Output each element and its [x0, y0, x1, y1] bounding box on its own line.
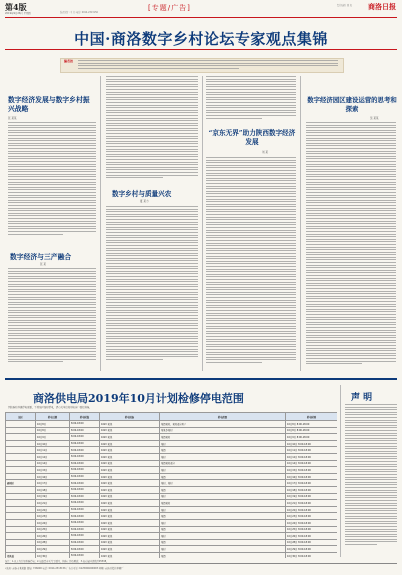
table-cell: 10月19日 — [36, 493, 70, 500]
article-body — [306, 122, 396, 371]
table-cell — [6, 506, 36, 513]
column-divider — [340, 385, 341, 557]
table-cell: 10月12日 — [36, 453, 70, 460]
plan-table — [5, 412, 337, 558]
table-cell: 10kV 某线 — [100, 440, 160, 447]
column-divider — [202, 76, 203, 371]
table-cell: 10月16日 8:00-18:00 — [286, 473, 338, 480]
column-header: 停电时段 — [70, 413, 100, 421]
section-tag: [专题/广告] — [148, 4, 191, 12]
table-cell: 8:00-18:00 — [70, 506, 100, 513]
table-cell: 10月18日 8:00-18:00 — [286, 486, 338, 493]
table-cell: 某镇 — [160, 473, 286, 480]
issue-date: 2019年9月26日 星期四 — [5, 12, 31, 15]
table-cell: 10kV 某线 — [100, 526, 160, 533]
table-cell: 10月23日 8:00-18:00 — [286, 513, 338, 520]
table-cell: 10kV 某线 — [100, 493, 160, 500]
table-cell: 10月26日 — [36, 533, 70, 540]
table-cell: 10kV 某线 — [100, 539, 160, 546]
editor-line: 版式设计: 王 伟 电话: 0914-2313156 — [60, 11, 98, 14]
table-cell: 10月8日 — [36, 427, 70, 434]
table-cell: 10月8日 8:00-18:00 — [286, 427, 338, 434]
table-cell: 某镇 — [160, 552, 286, 558]
table-cell: 某村 — [160, 493, 286, 500]
table-row — [6, 453, 338, 460]
table-cell: 8:00-18:00 — [70, 500, 100, 507]
table-cell: 10月17日 — [36, 480, 70, 487]
table-cell — [6, 546, 36, 553]
table-cell: 某镇 — [160, 526, 286, 533]
article-body — [8, 268, 96, 370]
plan-subtitle: 因检修和基建停电需要，下列地区按时停电，请有关单位和用电客户做好准备。 — [8, 406, 92, 409]
table-cell: 10月21日 — [36, 500, 70, 507]
table-row — [6, 460, 338, 467]
article-byline: 刘 某 — [262, 151, 269, 154]
editor-note-text — [78, 60, 338, 70]
table-cell: 某村 — [160, 453, 286, 460]
title-rule — [5, 49, 397, 50]
notice-title: 声 明 — [351, 393, 373, 403]
table-cell: 8:00-18:00 — [70, 526, 100, 533]
table-cell: 10月15日 8:00-18:00 — [286, 467, 338, 474]
table-cell: 8:00-18:00 — [70, 552, 100, 558]
article-body — [206, 76, 296, 124]
table-cell: 10kV 某线 — [100, 447, 160, 454]
table-cell: 10kV 某线 — [100, 480, 160, 487]
article-byline: 吴 某某 — [370, 117, 379, 120]
editor-note-label: 编者按 — [64, 59, 74, 63]
table-header-row — [6, 413, 338, 421]
table-cell: 10月19日 8:00-18:00 — [286, 493, 338, 500]
table-cell: 某镇 — [160, 447, 286, 454]
table-cell: 10kV 某线 — [100, 486, 160, 493]
table-cell — [6, 526, 36, 533]
table-cell: 10月29日 8:00-18:00 — [286, 546, 338, 553]
article-body — [206, 157, 296, 371]
table-cell: 10月10日 8:00-18:00 — [286, 440, 338, 447]
table-row — [6, 546, 338, 553]
table-row — [6, 493, 338, 500]
table-cell: 10kV 某线 — [100, 467, 160, 474]
table-cell: 8:00-18:00 — [70, 460, 100, 467]
article-title: “京东无界”助力陕西数字经济发展 — [208, 129, 296, 146]
table-cell: 8:00-18:00 — [70, 427, 100, 434]
table-cell: 8:00-18:00 — [70, 486, 100, 493]
table-cell: 10kV 某线 — [100, 513, 160, 520]
table-cell: 10月8日 — [36, 421, 70, 428]
header-rule — [5, 17, 397, 18]
table-cell: 10月9日 8:00-18:00 — [286, 434, 338, 441]
table-cell: 10月28日 8:00-18:00 — [286, 539, 338, 546]
table-cell: 10kV 某线 — [100, 427, 160, 434]
table-cell: 8:00-18:00 — [70, 480, 100, 487]
table-cell: 10月22日 — [36, 506, 70, 513]
table-row — [6, 427, 338, 434]
table-cell: 某村 — [160, 506, 286, 513]
plan-note: 备注：1.以上为计划检修停电；2.如遇恶劣天气等原因，检修工作将顺延；3.如有疑问请拨打95598。 — [5, 560, 109, 563]
table-cell: 8:00-18:00 — [70, 473, 100, 480]
table-cell: 10月8日 8:00-18:00 — [286, 421, 338, 428]
table-cell: 8:00-18:00 — [70, 493, 100, 500]
table-cell: 某某乡某村 — [160, 427, 286, 434]
table-cell: 某村 — [160, 467, 286, 474]
table-row — [6, 434, 338, 441]
table-cell: 10月25日 8:00-18:00 — [286, 526, 338, 533]
table-cell: 10月12日 8:00-18:00 — [286, 453, 338, 460]
table-cell — [6, 427, 36, 434]
table-cell: 10月30日 — [36, 552, 70, 558]
table-cell: 某村 — [160, 533, 286, 540]
table-cell — [6, 453, 36, 460]
table-row — [6, 486, 338, 493]
notice-body — [345, 404, 397, 554]
table-cell — [6, 421, 36, 428]
column-header: 停电范围 — [160, 413, 286, 421]
table-cell: 某镇某村、某村部分用户 — [160, 421, 286, 428]
table-cell: 10月22日 8:00-18:00 — [286, 506, 338, 513]
table-cell: 10月21日 8:00-18:00 — [286, 500, 338, 507]
section-rule — [5, 378, 397, 380]
forum-title: 中国·商洛数字乡村论坛专家观点集锦 — [74, 30, 328, 48]
table-cell: 10月11日 8:00-18:00 — [286, 447, 338, 454]
table-cell: 10月15日 — [36, 467, 70, 474]
table-cell: 10月30日 8:00-18:00 — [286, 552, 338, 558]
table-cell — [6, 473, 36, 480]
table-cell: 10月14日 8:00-18:00 — [286, 460, 338, 467]
table-cell: 8:00-18:00 — [70, 533, 100, 540]
editor-info: 责任编辑: 屈 岚 — [336, 4, 352, 7]
table-cell — [6, 434, 36, 441]
table-cell: 8:00-18:00 — [70, 440, 100, 447]
article-byline: 张 某 — [40, 263, 47, 266]
column-header: 停电设备 — [100, 413, 160, 421]
table-cell — [6, 533, 36, 540]
column-divider — [300, 76, 301, 371]
table-cell: 10月24日 — [36, 519, 70, 526]
table-cell — [6, 519, 36, 526]
table-cell — [6, 493, 36, 500]
table-cell: 10月23日 — [36, 513, 70, 520]
table-row — [6, 533, 338, 540]
table-row — [6, 480, 338, 487]
table-cell: 10kV 某线 — [100, 506, 160, 513]
table-cell: 8:00-18:00 — [70, 513, 100, 520]
table-row — [6, 519, 338, 526]
table-cell: 10kV 某线 — [100, 546, 160, 553]
table-cell: 10月11日 — [36, 447, 70, 454]
table-cell: 10kV 某线 — [100, 533, 160, 540]
table-cell: 某镇 — [160, 486, 286, 493]
table-row — [6, 473, 338, 480]
table-cell — [6, 500, 36, 507]
table-cell: 某村、某村 — [160, 480, 286, 487]
table-cell: 8:00-18:00 — [70, 447, 100, 454]
table-cell: 10kV 某线 — [100, 473, 160, 480]
table-cell: 10月28日 — [36, 539, 70, 546]
table-cell: 10月25日 — [36, 526, 70, 533]
table-cell — [6, 467, 36, 474]
article-title: 数字经济园区建设运营的思考和探索 — [307, 96, 397, 113]
table-cell: 10月26日 8:00-18:00 — [286, 533, 338, 540]
article-title: 数字乡村与质量兴农 — [112, 190, 172, 198]
column-header: 停电日期 — [36, 413, 70, 421]
table-cell: 10月10日 — [36, 440, 70, 447]
table-cell: 8:00-18:00 — [70, 539, 100, 546]
table-cell: 8:00-18:00 — [70, 453, 100, 460]
table-cell — [6, 486, 36, 493]
table-cell: 10kV 某线 — [100, 434, 160, 441]
table-cell: 某村 — [160, 546, 286, 553]
table-cell: 10kV 某线 — [100, 460, 160, 467]
article-body — [106, 76, 198, 184]
table-row — [6, 421, 338, 428]
table-cell: 某村 — [160, 519, 286, 526]
table-row — [6, 506, 338, 513]
table-row — [6, 440, 338, 447]
table-cell: 10月29日 — [36, 546, 70, 553]
table-cell: 10kV 某线 — [100, 552, 160, 558]
table-cell: 10月16日 — [36, 473, 70, 480]
column-divider — [100, 76, 101, 371]
table-row — [6, 552, 338, 558]
newspaper-logo: 商洛日报 — [368, 2, 396, 11]
table-cell: 10kV 某线 — [100, 500, 160, 507]
article-title: 数字经济发展与数字乡村振兴战略 — [8, 96, 90, 113]
table-cell: 8:00-18:00 — [70, 467, 100, 474]
plan-table-wrap — [5, 412, 337, 558]
table-row — [6, 526, 338, 533]
table-cell: 8:00-18:00 — [70, 421, 100, 428]
table-cell: 8:00-18:00 — [70, 434, 100, 441]
table-row — [6, 500, 338, 507]
article-body — [8, 122, 96, 245]
table-cell: 10月9日 — [36, 434, 70, 441]
table-cell: 丹凤县 — [6, 552, 36, 558]
article-byline: 张 某某 — [8, 117, 17, 120]
table-cell: 10月18日 — [36, 486, 70, 493]
table-cell: 某村 — [160, 440, 286, 447]
column-header: 停电时间 — [286, 413, 338, 421]
table-cell: 某镇 — [160, 513, 286, 520]
footer-rule — [5, 563, 397, 564]
table-cell: 8:00-18:00 — [70, 546, 100, 553]
table-cell: 某镇某村 — [160, 434, 286, 441]
article-title: 数字经济与三产融合 — [10, 253, 72, 261]
table-cell — [6, 447, 36, 454]
table-cell: 8:00-18:00 — [70, 519, 100, 526]
table-cell: 10月24日 8:00-18:00 — [286, 519, 338, 526]
article-body — [106, 206, 198, 371]
table-cell: 某镇某村部分 — [160, 460, 286, 467]
table-cell — [6, 513, 36, 520]
plan-title: 商洛供电局2019年10月计划检修停电范围 — [33, 392, 244, 405]
table-cell: 商州区 — [6, 480, 36, 487]
table-cell: 10kV 某线 — [100, 519, 160, 526]
table-cell — [6, 460, 36, 467]
article-byline: 夏 某力 — [140, 200, 149, 203]
table-row — [6, 467, 338, 474]
table-cell: 某镇某村 — [160, 500, 286, 507]
table-row — [6, 513, 338, 520]
footer-text: •地址: 商洛市某某路 邮编: 726000 电话: 0914-2313156 广告许可证: 6125004000003 印刷: 商洛日报社印刷厂 — [5, 567, 124, 570]
table-row — [6, 447, 338, 454]
table-cell — [6, 440, 36, 447]
table-cell: 10月14日 — [36, 460, 70, 467]
table-cell: 10kV 某线 — [100, 453, 160, 460]
table-cell — [6, 539, 36, 546]
table-cell: 某镇 — [160, 539, 286, 546]
table-cell: 10kV 某线 — [100, 421, 160, 428]
table-row — [6, 539, 338, 546]
table-cell: 10月17日 8:00-18:00 — [286, 480, 338, 487]
column-header: 县区 — [6, 413, 36, 421]
page-number: 第4版 — [5, 2, 27, 12]
